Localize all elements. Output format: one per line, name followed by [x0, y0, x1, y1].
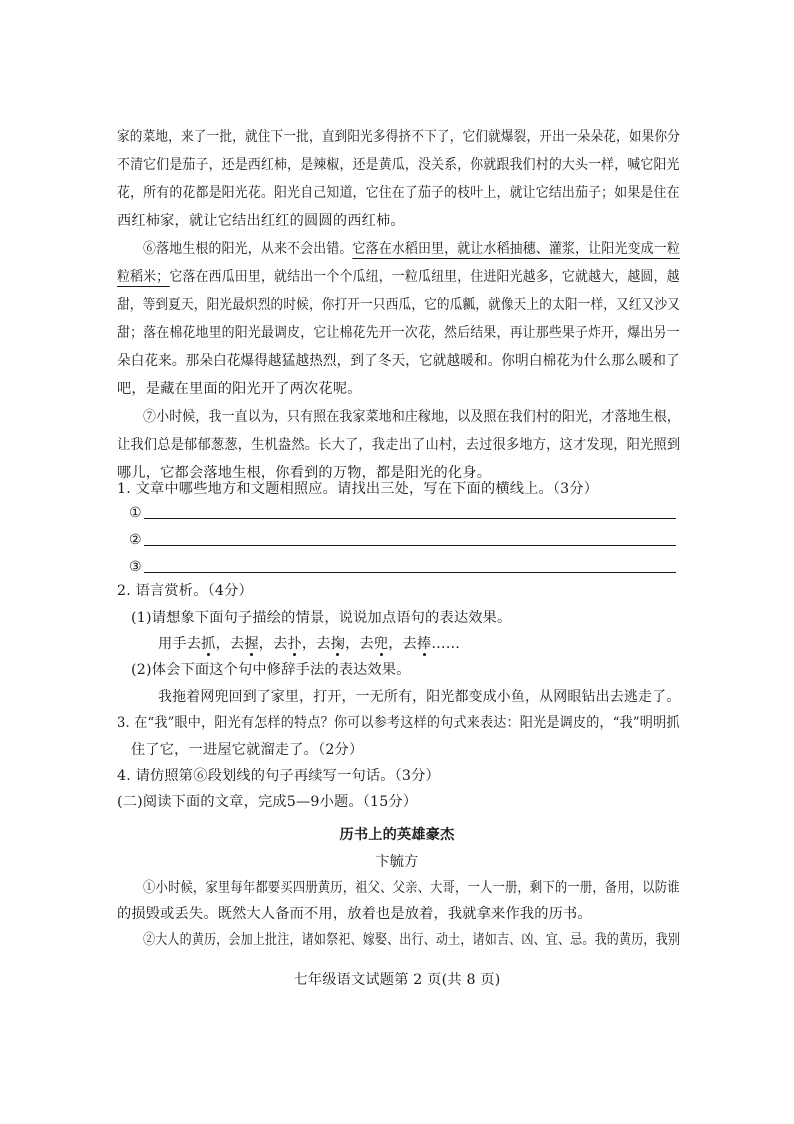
- passage-line: 哪儿，它都会落地生根，你看到的万物，都是阳光的化身。: [117, 465, 492, 481]
- dotted-sentence: [158, 634, 460, 654]
- question-1: 1. 文章中哪些地方和文题相照应。请找出三处，写在下面的横线上。（3分）: [117, 481, 599, 497]
- sentence-part: ，去: [258, 636, 288, 652]
- passage-line: [117, 267, 680, 287]
- article-title: 历书上的英雄豪杰: [339, 827, 455, 843]
- question-2-sub-2: (2)体会下面这个句中修辞手法的表达效果。: [131, 662, 411, 678]
- sentence-part: ，去: [345, 636, 374, 652]
- passage-line: 不清它们是茄子，还是西红柿，是辣椒，还是黄瓜，没关系，你就跟我们村的大头一样，喊它阳光: [117, 157, 680, 173]
- blank-marker: ②: [129, 532, 142, 548]
- dotted-word: 抓: [201, 636, 216, 652]
- article-author: 卞毓方: [375, 854, 419, 870]
- passage-line: 西红柿家，就让它结出红红的圆圆的西红柿。: [117, 213, 405, 229]
- passage-line: ①小时候，家里每年都要买四册黄历，祖父、父亲、大哥，一人一册，剩下的一册，备用，以防谁: [143, 880, 680, 896]
- passage-line: 家的菜地，来了一批，就住下一批，直到阳光多得挤不下了，它们就爆裂，开出一朵朵花，如果你分: [117, 129, 681, 145]
- passage-line: ②大人的黄历，会加上批注，诸如祭祀、嫁娶、出行、动土，诸如吉、凶、宜、忌。我的黄历，我别: [143, 932, 681, 948]
- answer-line-3[interactable]: [144, 572, 676, 573]
- dotted-word: 兜: [373, 636, 389, 652]
- page-footer: 七年级语文试题第 2 页(共 8 页): [293, 972, 501, 988]
- question-4: 4. 请仿照第⑥段划线的句子再续写一句话。（3分）: [117, 768, 440, 784]
- sentence-part: ……: [431, 636, 461, 652]
- section-heading: (二)阅读下面的文章，完成5—9小题。（15分）: [117, 794, 418, 810]
- dotted-word: 掬: [330, 636, 346, 652]
- passage-line: 吧，是藏在里面的阳光开了两次花呢。: [117, 381, 362, 397]
- sentence-part: ，去: [215, 636, 245, 652]
- answer-line-2[interactable]: [144, 545, 676, 546]
- blank-marker: ①: [129, 505, 142, 521]
- question-3-cont: 住了它，一进屋它就溜走了。（2分）: [131, 742, 364, 758]
- underlined-sentence-end: 粒稻米；: [117, 269, 170, 285]
- underlined-sentence: 它落在水稻田里，就让水稻抽穗、灌浆，让阳光变成一粒: [352, 241, 680, 257]
- passage-line: ⑦小时候，我一直以为，只有照在我家菜地和庄稼地，以及照在我们村的阳光，才落地生根，: [143, 409, 680, 425]
- dotted-word: 捧: [417, 636, 432, 652]
- question-3: 3. 在“我”眼中，阳光有怎样的特点？你可以参考这样的句式来表达：阳光是调皮的，“我”明明抓: [117, 715, 680, 731]
- passage-line: 的损毁或丢失。既然大人备而不用，放着也是放着，我就拿来作我的历书。: [117, 906, 592, 922]
- passage-line: 让我们总是郁郁葱葱，生机盎然。长大了，我走出了山村，去过很多地方，这才发现，阳光照到: [117, 437, 681, 453]
- passage-line: 花，所有的花都是阳光花。阳光自己知道，它住在了茄子的枝叶上，就让它结出茄子；如果是住在: [117, 185, 680, 201]
- passage-text: 它落在西瓜田里，就结出一个个瓜纽，一粒瓜纽里，住进阳光越多，它就越大，越圆，越: [169, 269, 680, 285]
- sentence-part: ，去: [388, 636, 418, 652]
- question-2: 2. 语言赏析。（4分）: [117, 583, 253, 599]
- passage-line: 甜；落在棉花地里的阳光最调皮，它让棉花先开一次花，然后结果，再让那些果子炸开，爆出另一: [117, 325, 680, 341]
- passage-line: 甜，等到夏天，阳光最炽烈的时候，你打开一只西瓜，它的瓜瓤，就像天上的太阳一样，又红又沙又: [117, 297, 681, 313]
- blank-marker: ③: [129, 559, 142, 575]
- passage-line: 朵白花来。那朵白花爆得越猛越热烈，到了冬天，它就越暖和。你明白棉花为什么那么暖和了: [117, 353, 680, 369]
- passage-line: [143, 239, 680, 259]
- dotted-word: 扑: [287, 636, 302, 652]
- answer-line-1[interactable]: [144, 518, 676, 519]
- question-2-sub-1: (1)请想象下面句子描绘的情景，说说加点语句的表达效果。: [131, 610, 512, 626]
- paragraph-6-start: ⑥落地生根的阳光，从来不会出错。: [143, 241, 353, 257]
- sentence-part: 用手去: [158, 636, 202, 652]
- dotted-word: 握: [244, 636, 259, 652]
- quoted-sentence: 我拖着网兜回到了家里，打开，一无所有，阳光都变成小鱼，从网眼钻出去逃走了。: [158, 689, 681, 705]
- sentence-part: ，去: [301, 636, 331, 652]
